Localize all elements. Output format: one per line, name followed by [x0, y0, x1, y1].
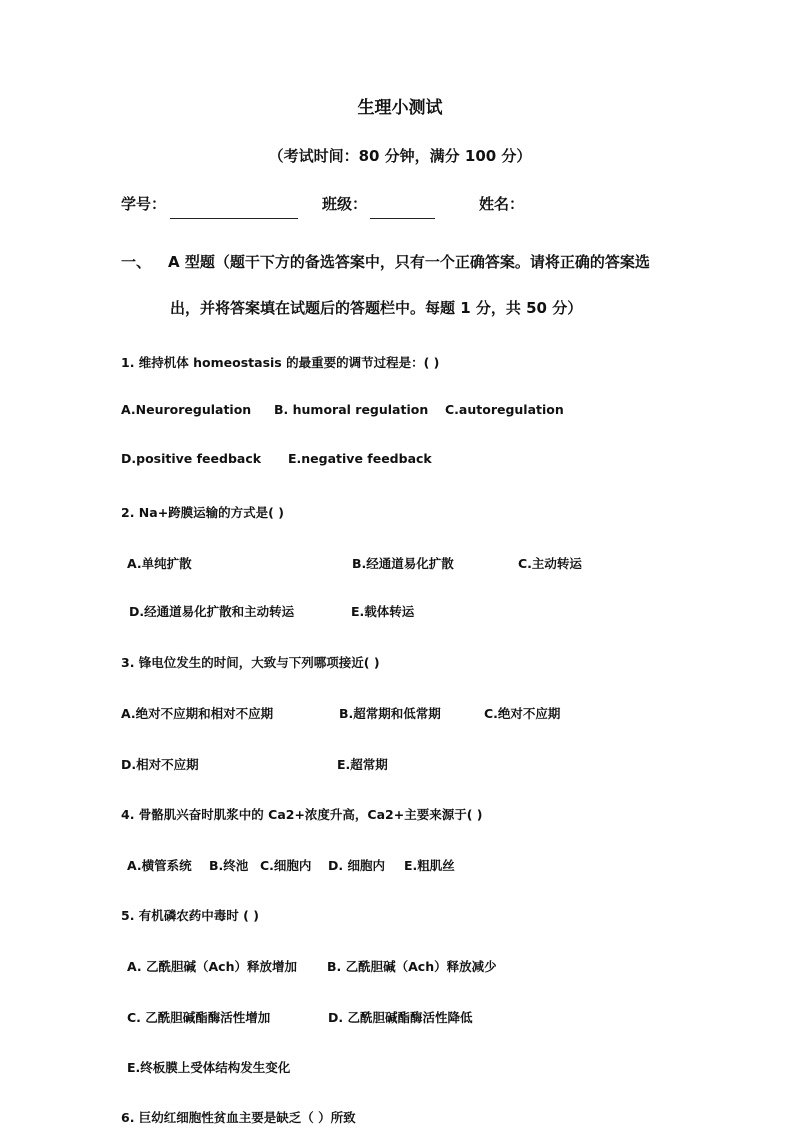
- option[interactable]: B.超常期和低常期: [339, 706, 441, 721]
- option[interactable]: A.绝对不应期和相对不应期: [121, 706, 274, 721]
- class-label: 班级：: [322, 195, 368, 213]
- option[interactable]: B.终池: [209, 858, 249, 873]
- student-id-blank[interactable]: [170, 218, 298, 219]
- option[interactable]: B. 乙酰胆碱（Ach）释放减少: [327, 959, 497, 974]
- option[interactable]: D.经通道易化扩散和主动转运: [129, 604, 295, 619]
- exam-title: 生理小测试: [357, 98, 443, 118]
- option[interactable]: A.Neuroregulation: [121, 402, 252, 417]
- exam-subtitle: （考试时间：80 分钟，满分 100 分）: [268, 147, 532, 165]
- option[interactable]: A.横管系统: [127, 858, 192, 873]
- class-blank[interactable]: [370, 218, 435, 219]
- option[interactable]: E.终板膜上受体结构发生变化: [127, 1060, 291, 1075]
- option[interactable]: C.细胞内: [260, 858, 312, 873]
- option[interactable]: B. humoral regulation: [274, 402, 429, 417]
- option[interactable]: D.positive feedback: [121, 451, 262, 466]
- student-id-label: 学号：: [121, 195, 167, 213]
- option[interactable]: D. 细胞内: [328, 858, 385, 873]
- option[interactable]: E.negative feedback: [288, 451, 432, 466]
- option[interactable]: C.绝对不应期: [484, 706, 561, 721]
- option[interactable]: C.autoregulation: [445, 402, 564, 417]
- name-label: 姓名：: [479, 195, 525, 213]
- question-stem: 2. Na+跨膜运输的方式是( ): [121, 505, 284, 520]
- question-stem: 4. 骨骼肌兴奋时肌浆中的 Ca2+浓度升高，Ca2+主要来源于( ): [121, 807, 483, 822]
- section-number: 一、: [121, 253, 152, 271]
- option[interactable]: E.超常期: [337, 757, 388, 772]
- option[interactable]: C.主动转运: [518, 556, 582, 571]
- question-stem: 6. 巨幼红细胞性贫血主要是缺乏（ ）所致: [121, 1110, 356, 1125]
- section-instructions-line2: 出，并将答案填在试题后的答题栏中。每题 1 分，共 50 分）: [170, 299, 583, 317]
- option[interactable]: D.相对不应期: [121, 757, 199, 772]
- option[interactable]: E.载体转运: [351, 604, 415, 619]
- question-stem: 5. 有机磷农药中毒时 ( ): [121, 908, 259, 923]
- option[interactable]: A.单纯扩散: [127, 556, 192, 571]
- question-stem: 1. 维持机体 homeostasis 的最重要的调节过程是：( ): [121, 355, 440, 370]
- question-stem: 3. 锋电位发生的时间，大致与下列哪项接近( ): [121, 655, 380, 670]
- option[interactable]: A. 乙酰胆碱（Ach）释放增加: [127, 959, 297, 974]
- option[interactable]: E.粗肌丝: [404, 858, 455, 873]
- section-instructions-line1: A 型题（题干下方的备选答案中，只有一个正确答案。请将正确的答案选: [168, 253, 650, 271]
- option[interactable]: B.经通道易化扩散: [352, 556, 454, 571]
- option[interactable]: C. 乙酰胆碱酯酶活性增加: [127, 1010, 271, 1025]
- option[interactable]: D. 乙酰胆碱酯酶活性降低: [328, 1010, 473, 1025]
